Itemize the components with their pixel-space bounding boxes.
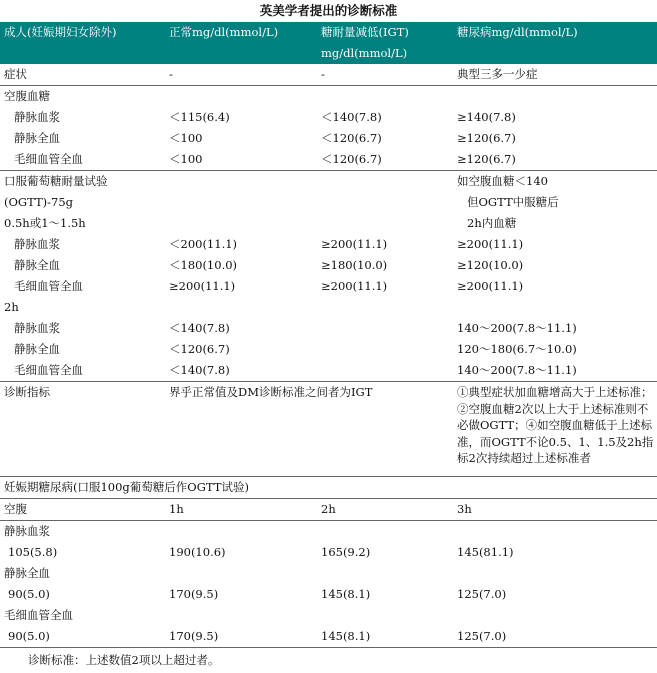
cell-value: ≥140(7.8): [457, 110, 516, 124]
header-adult: 成人(妊娠期妇女除外): [0, 22, 165, 43]
cell-value: ≥200(11.1): [457, 237, 524, 251]
cell-value: 2h内血糖: [467, 216, 517, 230]
cell-value: 140～200(7.8～11.1): [457, 321, 577, 335]
cell-value: ＜140(7.8): [169, 321, 230, 335]
pregnancy-section-title: 妊娠期糖尿病(口服100g葡萄糖后作OGTT试验): [0, 477, 657, 499]
diagnostic-criteria-table: [0, 22, 657, 648]
cell-value: 如空腹血糖＜140: [457, 174, 548, 188]
cell-value: ≥200(11.1): [169, 279, 236, 293]
row-label: 静脉全血: [14, 342, 60, 356]
cell-value: ＜120(6.7): [169, 342, 230, 356]
row-label: 静脉血浆: [14, 237, 60, 251]
time-label: 3h: [453, 499, 657, 521]
row-label: 毛细血管全血: [14, 279, 83, 293]
row-label-ogtt-time: 0.5h或1～1.5h: [4, 216, 86, 230]
row-label: 毛细血管全血: [0, 149, 165, 171]
cell-value: 125(7.0): [453, 626, 657, 648]
cell-value: ≥120(6.7): [453, 149, 657, 171]
row-label-symptom: 症状: [0, 64, 165, 86]
cell-value: ≥200(11.1): [457, 279, 524, 293]
cell-value: 90(5.0): [8, 587, 50, 601]
cell-value: [317, 339, 453, 360]
cell-value: ＜120(6.7): [321, 131, 382, 145]
cell-value: ≥200(11.1): [321, 279, 388, 293]
header-igt: 糖耐量减低(IGT): [317, 22, 453, 43]
cell-value: -: [317, 64, 453, 86]
row-label: 静脉血浆: [4, 524, 50, 538]
row-label: 静脉全血: [14, 258, 60, 272]
cell-value: 145(81.1): [457, 545, 514, 559]
footnote: 诊断标准：上述数值2项以上超过者。: [28, 653, 220, 667]
cell-value: 170(9.5): [165, 626, 317, 648]
time-label: 空腹: [0, 499, 165, 521]
cell-value: -: [165, 64, 317, 86]
cell-value: 典型三多一少症: [453, 64, 657, 86]
cell-value: 但OGTT中服糖后: [467, 195, 559, 209]
cell-value: 145(8.1): [317, 626, 453, 648]
cell-value: ≥120(10.0): [457, 258, 524, 272]
cell-value: ＜180(10.0): [169, 258, 238, 272]
header-normal: 正常mg/dl(mmol/L): [165, 22, 317, 43]
row-label-ogtt: 口服葡萄糖耐量试验: [4, 174, 108, 188]
cell-value: 165(9.2): [321, 545, 371, 559]
cell-value: ＜140(7.8): [321, 110, 382, 124]
row-label-diagnosis: 诊断指标: [0, 382, 165, 477]
row-label: 静脉全血: [4, 566, 50, 580]
cell-value: ＜100: [169, 131, 203, 145]
row-label-fasting: 空腹血糖: [4, 89, 50, 103]
cell-value: ＜120(6.7): [317, 149, 453, 171]
cell-value: 90(5.0): [0, 626, 165, 648]
header-diabetes: 糖尿病mg/dl(mmol/L): [453, 22, 657, 43]
diagnosis-dm-text: ①典型症状加血糖增高大于上述标准；②空腹血糖2次以上大于上述标准则不必做OGTT；④如空腹血糖低于上述标准，而OGTT不论0.5、1、1.5及2h指标2次持续超过上述标准者: [453, 382, 657, 477]
cell-value: ＜100: [165, 149, 317, 171]
row-label-2h: 2h: [4, 300, 19, 314]
cell-value: 105(5.8): [8, 545, 58, 559]
time-label: 2h: [317, 499, 453, 521]
cell-value: ＜115(6.4): [169, 110, 230, 124]
table-title: 英美学者提出的诊断标准: [259, 3, 398, 18]
header-igt-unit: mg/dl(mmol/L): [317, 43, 453, 64]
cell-value: 190(10.6): [169, 545, 226, 559]
cell-value: ＜140(7.8): [165, 360, 317, 382]
cell-value: [317, 360, 453, 382]
cell-value: ≥180(10.0): [321, 258, 388, 272]
diagnosis-igt-text: 界乎正常值及DM诊断标准之间者为IGT: [165, 382, 453, 477]
time-label: 1h: [165, 499, 317, 521]
row-label: 静脉血浆: [14, 321, 60, 335]
cell-value: 140～200(7.8～11.1): [453, 360, 657, 382]
row-label: 静脉血浆: [14, 110, 60, 124]
cell-value: ≥120(6.7): [457, 131, 516, 145]
row-label: 毛细血管全血: [4, 608, 73, 622]
cell-value: 125(7.0): [457, 587, 507, 601]
row-label: 毛细血管全血: [0, 360, 165, 382]
row-label: 静脉全血: [14, 131, 60, 145]
cell-value: 145(8.1): [321, 587, 371, 601]
cell-value: 170(9.5): [169, 587, 219, 601]
cell-value: ≥200(11.1): [321, 237, 388, 251]
row-label-ogtt-dose: (OGTT)-75g: [4, 195, 74, 209]
table-header: [0, 22, 657, 64]
cell-value: 120～180(6.7～10.0): [457, 342, 577, 356]
cell-value: ＜200(11.1): [169, 237, 238, 251]
cell-value: [317, 318, 453, 339]
